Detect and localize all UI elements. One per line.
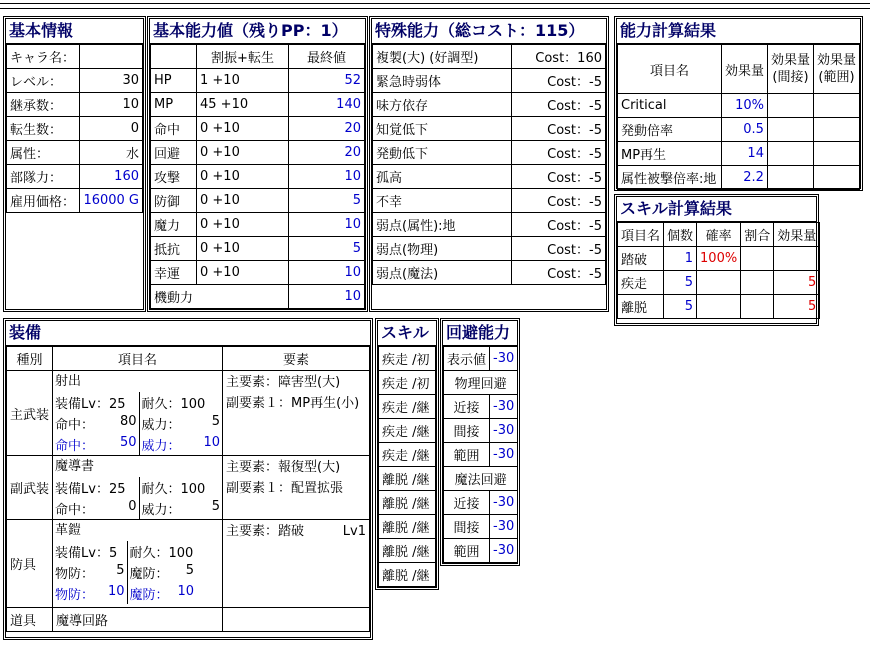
special-cost: Cost：-5 (512, 117, 606, 141)
ability-panel (147, 16, 368, 312)
mdef-label: 魔防： (129, 567, 169, 582)
equip-durability: 耐久：100 (139, 392, 222, 413)
skill-calc-count: 5 (664, 295, 697, 319)
equip-lv: 装備Lv：25 (55, 397, 126, 412)
equip-lv: 装備Lv：25 (55, 482, 126, 497)
special-cost: Cost：-5 (512, 261, 606, 285)
main-element: 主要素：障害型(大) (226, 375, 341, 390)
evasion-label: 範囲 (444, 539, 490, 563)
equip-header-element: 要素 (223, 347, 370, 371)
main-element: 主要素：踏破 (226, 524, 305, 539)
stat-alloc: 0 +10 (197, 189, 289, 213)
element-label: 属性： (7, 141, 80, 165)
special-ability-table (372, 44, 606, 285)
rebirth-label: 転生数： (7, 117, 80, 141)
equipment-table (6, 346, 370, 632)
skill-item: 離脱 /継 (379, 467, 436, 491)
special-ability-title: 特殊能力（総コスト：115） (372, 19, 606, 44)
skill-calc-ratio (741, 295, 774, 319)
skill-calc-name: 踏破 (618, 247, 664, 271)
stat-name: 抵抗 (151, 237, 197, 261)
char-name-value (79, 45, 142, 69)
stat-name: 命中 (151, 117, 197, 141)
stat-alloc: 0 +10 (197, 261, 289, 285)
skill-calc-ratio (741, 271, 774, 295)
calc-header-name: 項目名 (618, 45, 722, 94)
mdef-value: 5 (185, 563, 195, 578)
evasion-value: -30 (490, 515, 518, 539)
skill-calc-name: 離脱 (618, 295, 664, 319)
armor-type: 防具 (7, 520, 53, 608)
item-type: 道具 (7, 608, 53, 632)
rebirth-value: 0 (79, 117, 142, 141)
main-element: 主要素：報復型(大) (226, 460, 341, 475)
armor-stats (53, 541, 222, 604)
unit-power-value: 160 (79, 165, 142, 189)
stat-final: 5 (289, 237, 365, 261)
skills-table (378, 346, 436, 587)
hit-value-2: 50 (119, 435, 137, 450)
skill-calc-prob (697, 271, 741, 295)
power-label-2: 威力： (141, 439, 181, 454)
special-cost: Cost：-5 (512, 189, 606, 213)
skills-title: スキル (378, 321, 436, 346)
top-rule (0, 3, 870, 4)
sub-weapon-stats (53, 477, 222, 519)
calc-value: 2.2 (721, 166, 767, 190)
special-name: 発動低下 (373, 141, 512, 165)
power-value: 5 (211, 414, 221, 429)
pdef-label-2: 物防： (55, 588, 95, 603)
special-cost: Cost：-5 (512, 69, 606, 93)
armor-name: 革鎧 (55, 523, 82, 538)
hit-value: 80 (119, 414, 137, 429)
calc-result-table (617, 44, 860, 190)
sub-element: 副要素１：MP再生(小) (226, 396, 360, 411)
armor-cell (53, 520, 223, 608)
skill-item: 離脱 /継 (379, 563, 436, 587)
hit-label-2: 命中： (55, 439, 95, 454)
stat-alloc: 0 +10 (197, 117, 289, 141)
skill-calc-prob (697, 295, 741, 319)
skill-calc-header: 確率 (697, 223, 741, 247)
special-cost: Cost：160 (512, 45, 606, 69)
skill-calc-count: 1 (664, 247, 697, 271)
equip-durability: 耐久：100 (127, 541, 222, 562)
physical-evasion-label: 物理回避 (444, 371, 518, 395)
skill-calc-name: 疾走 (618, 271, 664, 295)
equipment-panel (3, 318, 373, 640)
stat-alloc: 0 +10 (197, 237, 289, 261)
special-name: 弱点(物理) (373, 237, 512, 261)
special-name: 味方依存 (373, 93, 512, 117)
calc-value: 0.5 (721, 118, 767, 142)
skill-item: 疾走 /初 (379, 371, 436, 395)
calc-name: MP再生 (618, 142, 722, 166)
skill-calc-header: 効果量 (774, 223, 820, 247)
hire-price-value: 16000 G (79, 189, 142, 213)
stat-name: HP (151, 69, 197, 93)
main-weapon-type: 主武装 (7, 371, 53, 456)
stat-alloc: 0 +10 (197, 213, 289, 237)
evasion-value: -30 (490, 539, 518, 563)
skill-calc-effect: 5 (774, 295, 820, 319)
element-level: Lv1 (342, 524, 366, 539)
special-cost: Cost：-5 (512, 237, 606, 261)
basic-info-table (6, 44, 143, 213)
evasion-table (443, 346, 518, 563)
mdef-label-2: 魔防： (129, 588, 169, 603)
item-elements (223, 608, 370, 632)
special-name: 不幸 (373, 189, 512, 213)
skill-calc-title: スキル計算結果 (617, 197, 816, 222)
sub-weapon-name: 魔導書 (55, 459, 95, 474)
sub-weapon-elements (223, 456, 370, 520)
skill-item: 離脱 /継 (379, 515, 436, 539)
skill-calc-panel (614, 194, 819, 326)
evasion-panel (440, 318, 520, 566)
basic-info-panel (3, 16, 146, 312)
char-name-label: キャラ名： (7, 45, 80, 69)
calc-name: 発動倍率 (618, 118, 722, 142)
skill-calc-effect: 5 (774, 271, 820, 295)
calc-result-panel (614, 16, 863, 191)
stat-alloc: 0 +10 (197, 165, 289, 189)
power-value: 5 (211, 499, 221, 514)
skill-item: 疾走 /継 (379, 419, 436, 443)
calc-name: 属性被撃倍率:地 (618, 166, 722, 190)
sub-weapon-type: 副武装 (7, 456, 53, 520)
evasion-value: -30 (490, 443, 518, 467)
main-weapon-cell (53, 371, 223, 456)
ability-header-alloc: 割振+転生 (197, 45, 289, 69)
special-name: 弱点(魔法) (373, 261, 512, 285)
stat-name: 攻撃 (151, 165, 197, 189)
skill-item: 離脱 /継 (379, 539, 436, 563)
skill-calc-ratio (741, 247, 774, 271)
magic-evasion-label: 魔法回避 (444, 467, 518, 491)
skill-calc-header: 個数 (664, 223, 697, 247)
main-weapon-name: 射出 (55, 374, 82, 389)
calc-header-indirect: 効果量 (間接) (767, 45, 813, 94)
hit-label: 命中： (55, 503, 95, 518)
evasion-display-label: 表示値 (444, 347, 490, 371)
stat-final: 140 (289, 93, 365, 117)
stat-name: 幸運 (151, 261, 197, 285)
hire-price-label: 雇用価格： (7, 189, 80, 213)
equipment-title: 装備 (6, 321, 370, 346)
calc-header-area: 効果量 (範囲) (813, 45, 859, 94)
stat-final: 52 (289, 69, 365, 93)
level-value: 30 (79, 69, 142, 93)
armor-elements (223, 520, 370, 608)
hit-label: 命中： (55, 418, 95, 433)
special-ability-panel (369, 16, 609, 312)
stat-name: 回避 (151, 141, 197, 165)
evasion-label: 近接 (444, 395, 490, 419)
calc-value: 10% (721, 94, 767, 118)
special-cost: Cost：-5 (512, 165, 606, 189)
hit-value: 0 (128, 499, 137, 514)
special-name: 知覚低下 (373, 117, 512, 141)
stat-name: 防御 (151, 189, 197, 213)
evasion-label: 範囲 (444, 443, 490, 467)
pdef-value: 5 (116, 563, 125, 578)
power-label: 威力： (141, 503, 181, 518)
skill-item: 離脱 /継 (379, 491, 436, 515)
special-cost: Cost：-5 (512, 213, 606, 237)
sub-weapon-cell (53, 456, 223, 520)
equip-durability: 耐久：100 (139, 477, 222, 498)
level-label: レベル： (7, 69, 80, 93)
evasion-label: 近接 (444, 491, 490, 515)
stat-final: 10 (289, 213, 365, 237)
skill-calc-header: 割合 (741, 223, 774, 247)
stat-name: MP (151, 93, 197, 117)
inherit-label: 継承数： (7, 93, 80, 117)
unit-power-label: 部隊力： (7, 165, 80, 189)
main-weapon-stats (53, 392, 222, 455)
element-value: 水 (79, 141, 142, 165)
sub-element: 副要素１：配置拡張 (226, 481, 344, 496)
calc-name: Critical (618, 94, 722, 118)
stat-final: 10 (289, 165, 365, 189)
special-name: 孤高 (373, 165, 512, 189)
evasion-display-value: -30 (490, 347, 518, 371)
top-rule-2 (0, 8, 870, 9)
special-name: 弱点(属性):地 (373, 213, 512, 237)
skill-calc-effect (774, 247, 820, 271)
skill-item: 疾走 /継 (379, 443, 436, 467)
skill-calc-table (617, 222, 820, 319)
equip-lv: 装備Lv：5 (55, 546, 118, 561)
stat-final: 10 (289, 285, 365, 309)
pdef-label: 物防： (55, 567, 95, 582)
stat-name: 機動力 (151, 285, 289, 309)
basic-info-title: 基本情報 (6, 19, 143, 44)
special-cost: Cost：-5 (512, 93, 606, 117)
stat-alloc: 1 +10 (197, 69, 289, 93)
mdef-value-2: 10 (177, 584, 195, 599)
skill-calc-prob: 100% (697, 247, 741, 271)
stat-final: 10 (289, 261, 365, 285)
calc-result-title: 能力計算結果 (617, 19, 860, 44)
stat-final: 20 (289, 117, 365, 141)
skill-item: 疾走 /継 (379, 395, 436, 419)
special-cost: Cost：-5 (512, 141, 606, 165)
skill-calc-header: 項目名 (618, 223, 664, 247)
stat-final: 5 (289, 189, 365, 213)
ability-title: 基本能力値（残りPP：1） (150, 19, 365, 44)
inherit-value: 10 (79, 93, 142, 117)
evasion-label: 間接 (444, 419, 490, 443)
power-label: 威力： (141, 418, 181, 433)
main-weapon-elements (223, 371, 370, 456)
ability-header-blank (151, 45, 197, 69)
calc-value: 14 (721, 142, 767, 166)
special-name: 緊急時弱体 (373, 69, 512, 93)
skills-panel (375, 318, 439, 590)
ability-header-final: 最終値 (289, 45, 365, 69)
evasion-value: -30 (490, 491, 518, 515)
skill-item: 疾走 /初 (379, 347, 436, 371)
stat-alloc: 0 +10 (197, 141, 289, 165)
evasion-title: 回避能力 (443, 321, 517, 346)
evasion-value: -30 (490, 419, 518, 443)
equip-header-type: 種別 (7, 347, 53, 371)
stat-name: 魔力 (151, 213, 197, 237)
skill-calc-count: 5 (664, 271, 697, 295)
ability-table (150, 44, 365, 309)
special-name: 複製(大) (好調型) (373, 45, 512, 69)
equip-header-name: 項目名 (53, 347, 223, 371)
pdef-value-2: 10 (107, 584, 125, 599)
evasion-value: -30 (490, 395, 518, 419)
calc-header-effect: 効果量 (721, 45, 767, 94)
stat-alloc: 45 +10 (197, 93, 289, 117)
item-name: 魔導回路 (53, 608, 223, 632)
evasion-label: 間接 (444, 515, 490, 539)
power-value-2: 10 (203, 435, 221, 450)
stat-final: 20 (289, 141, 365, 165)
